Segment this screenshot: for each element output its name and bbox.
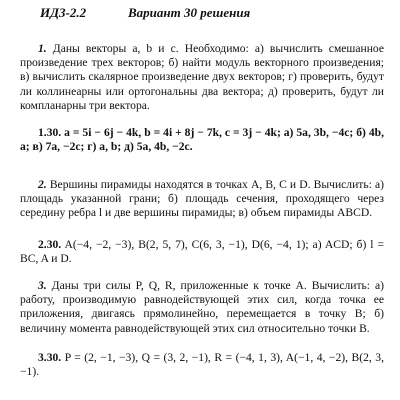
task-3-number: 3.: [38, 279, 47, 292]
item-1-30-text: a = 5i − 6j − 4k, b = 4i + 8j − 7k, c = 3j − 4k; а) 5a, 3b, −4c; б) 4b, a; в) 7a, −2c; г) a, b; д) 5a, 4b, −2c.: [20, 126, 384, 154]
item-3-30-number: 3.30.: [38, 351, 62, 364]
task-1-number: 1.: [38, 42, 47, 55]
task-2: [20, 178, 384, 221]
task-1: [20, 42, 384, 113]
assignment-code: ИДЗ-2.2: [40, 5, 87, 20]
page-header: [40, 5, 251, 20]
item-2-30-text: A(−4, −2, −3), B(2, 5, 7), C(6, 3, −1), D(6, −4, 1); а) ACD; б) l = BC, A и D.: [20, 238, 384, 266]
item-3-30: [20, 351, 384, 379]
task-1-text: Даны векторы a, b и c. Необходимо: а) вычислить смешанное произведение трех векторов; б) найти модуль векторного произведения; в) вычислить скалярное произведение двух векторов; г) проверить, будут ли коллинеарны или ортогональны два вектора; д) проверить, будут ли компланарны три вектора.: [20, 42, 384, 112]
item-2-30-number: 2.30.: [38, 238, 62, 251]
variant-title: Вариант 30 решения: [128, 5, 251, 20]
task-2-number: 2.: [38, 178, 47, 191]
item-2-30: [20, 238, 384, 266]
item-1-30: [20, 126, 384, 154]
task-3: [20, 279, 384, 336]
item-3-30-text: P = (2, −1, −3), Q = (3, 2, −1), R = (−4, 1, 3), A(−1, 4, −2), B(2, 3, −1).: [20, 351, 384, 379]
item-1-30-number: 1.30.: [38, 126, 62, 139]
task-2-text: Вершины пирамиды находятся в точках A, B, C и D. Вычислить: а) площадь указанной грани; б) площадь сечения, проходящего через середину ребра l и две вершины пирамиды; в) объем пирамиды ABCD.: [20, 178, 384, 220]
task-3-text: Даны три силы P, Q, R, приложенные к точке A. Вычислить: а) работу, производимую равнодействующей этих сил, когда точка ее приложения, двигаясь прямолинейно, перемещается в точку B; б) величину момента равнодействующей этих сил относительно точки B.: [20, 279, 384, 335]
